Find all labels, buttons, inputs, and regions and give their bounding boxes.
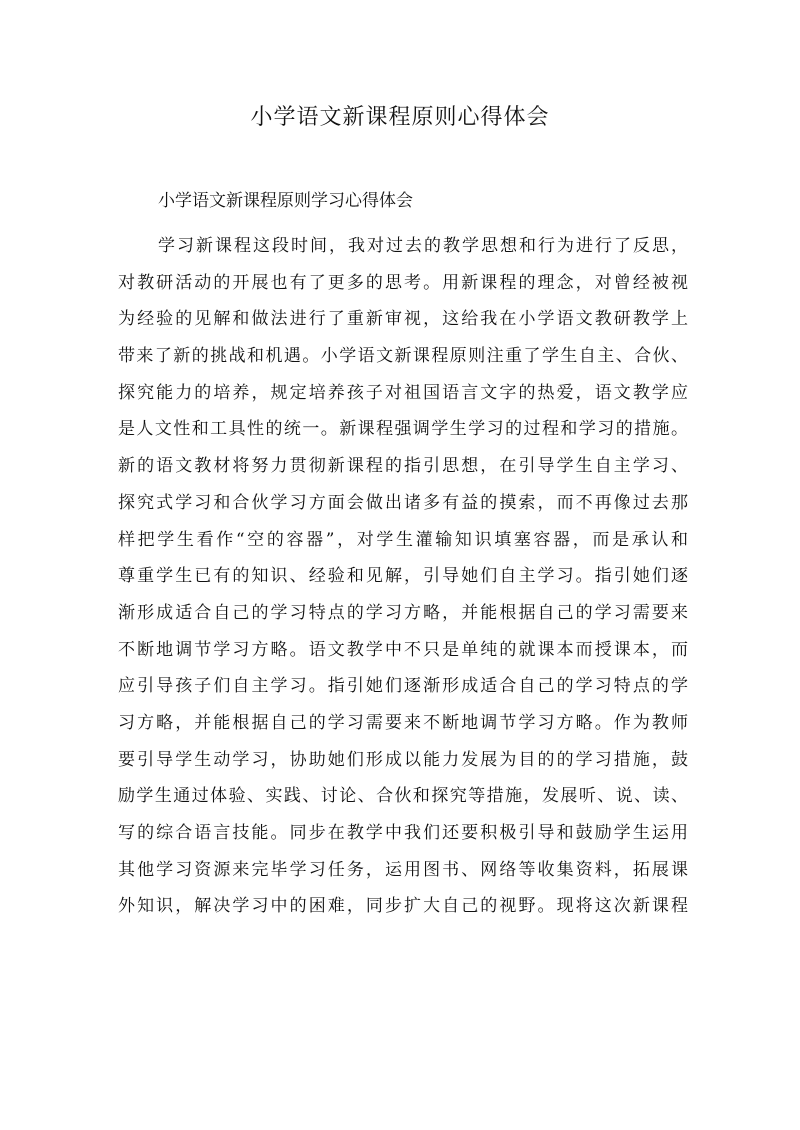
paragraph-line: 渐形成适合自己的学习特点的学习方略，并能根据自己的学习需要来: [118, 602, 688, 623]
paragraph-line: 为经验的见解和做法进行了重新审视，这给我在小学语文教研教学上: [118, 309, 688, 330]
document-title: 小学语文新课程原则心得体会: [250, 105, 550, 130]
document-subtitle: 小学语文新课程原则学习心得体会: [158, 191, 413, 211]
paragraph-line: 探究能力的培养，规定培养孩子对祖国语言文字的热爱，语文教学应: [118, 382, 688, 403]
body-paragraph: [118, 228, 688, 925]
paragraph-line: 学习新课程这段时间，我对过去的教学思想和行为进行了反思，: [158, 236, 688, 256]
paragraph-line: 带来了新的挑战和机遇。小学语文新课程原则注重了学生自主、合伙、: [118, 346, 688, 367]
paragraph-line: 应引导孩子们自主学习。指引她们逐渐形成适合自己的学习特点的学: [118, 676, 688, 697]
paragraph-line: 要引导学生动学习，协助她们形成以能力发展为目的的学习措施，鼓: [118, 749, 688, 770]
paragraph-line: 励学生通过体验、实践、讨论、合伙和探究等措施，发展听、说、读、: [118, 786, 688, 807]
paragraph-line: 样把学生看作“空的容器”，对学生灌输知识填塞容器，而是承认和: [118, 529, 688, 550]
paragraph-line: 不断地调节学习方略。语文教学中不只是单纯的就课本而授课本，而: [118, 639, 688, 660]
paragraph-line: 写的综合语言技能。同步在教学中我们还要积极引导和鼓励学生运用: [118, 823, 688, 843]
paragraph-line: 习方略，并能根据自己的学习需要来不断地调节学习方略。作为教师: [118, 712, 688, 733]
paragraph-line: 其他学习资源来完毕学习任务，运用图书、网络等收集资料，拓展课: [118, 859, 688, 880]
paragraph-line: 尊重学生已有的知识、经验和见解，引导她们自主学习。指引她们逐: [118, 566, 688, 587]
paragraph-line: 探究式学习和合伙学习方面会做出诸多有益的摸索，而不再像过去那: [118, 492, 688, 513]
paragraph-line: 新的语文教材将努力贯彻新课程的指引思想，在引导学生自主学习、: [118, 456, 688, 477]
paragraph-line: 是人文性和工具性的统一。新课程强调学生学习的过程和学习的措施。: [118, 419, 688, 440]
paragraph-line: 外知识，解决学习中的困难，同步扩大自己的视野。现将这次新课程: [118, 896, 688, 917]
paragraph-line: 对教研活动的开展也有了更多的思考。用新课程的理念，对曾经被视: [118, 272, 688, 293]
